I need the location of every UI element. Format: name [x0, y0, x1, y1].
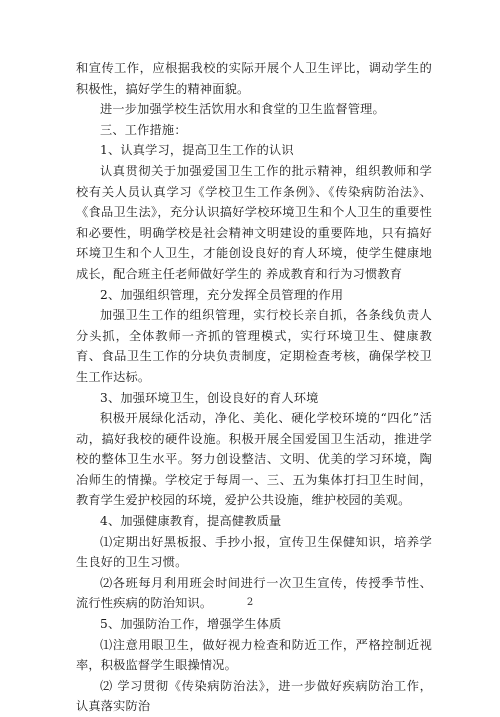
paragraph: 进一步加强学校生活饮用水和食堂的卫生监督管理。: [100, 102, 385, 117]
paragraph: 积极开展绿化活动，净化、美化、硬化学校环境的“四化”活动，搞好我校的硬件设施。积极开展全国爱国卫生活动，推进学校的整体卫生水平。努力创设整洁、文明、优美的学习环境，陶冶师生的情操。学校定于每周一、三、五为集体打扫卫生时间，教育学生爱护校园的环境，爱护公共设施，维护校园的美观。: [76, 411, 432, 508]
subsection-heading: 1、认真学习，提高卫生工作的认识: [100, 143, 294, 158]
paragraph: 认真贯彻关于加强爱国卫生工作的批示精神，组织教师和学校有关人员认真学习《学校卫生工作条例》、《传染病防治法》、《食品卫生法》，充分认识搞好学校环境卫生和个人卫生的重要性和必要性，明确学校是社会精神文明建设的重要阵地，只有搞好环境卫生和个人卫生，才能创设良好的育人环境，使学生健康地成长，配合班主任老师做好学生的 养成教育和行为习惯教育: [76, 163, 432, 281]
paragraph: ⑴注意用眼卫生，做好视力检查和防近工作，严格控制近视率，积极监督学生眼操情况。: [76, 637, 432, 673]
paragraph: 加强卫生工作的组织管理，实行校长亲自抓，各条线负责人分头抓，全体教师一齐抓的管理模式，实行环境卫生、健康教育、食品卫生工作的分块负责制度，定期检查考核，确保学校卫生工作达标。: [76, 308, 432, 384]
subsection-heading: 4、加强健康教育，提高健教质量: [100, 514, 282, 529]
subsection-heading: 2、加强组织管理，充分发挥全员管理的作用: [100, 287, 344, 302]
page-number: 2: [246, 597, 254, 608]
paragraph: ⑵ 学习贯彻《传染病防治法》，进一步做好疾病防治工作，认真落实防治: [76, 678, 432, 714]
subsection-heading: 5、加强防治工作，增强学生体质: [100, 617, 282, 632]
paragraph: ⑵各班每月利用班会时间进行一次卫生宣传，传授季节性、流行性疾病的防治知识。: [76, 575, 432, 611]
section-heading: 三、工作措施：: [100, 122, 187, 137]
document-body: [76, 58, 432, 717]
subsection-heading: 3、加强环境卫生，创设良好的育人环境: [100, 390, 319, 405]
paragraph: 和宣传工作，应根据我校的实际开展个人卫生评比，调动学生的积极性，搞好学生的精神面貌。: [76, 61, 432, 96]
paragraph: ⑴定期出好黑板报、手抄小报，宣传卫生保健知识，培养学生良好的卫生习惯。: [76, 534, 432, 570]
